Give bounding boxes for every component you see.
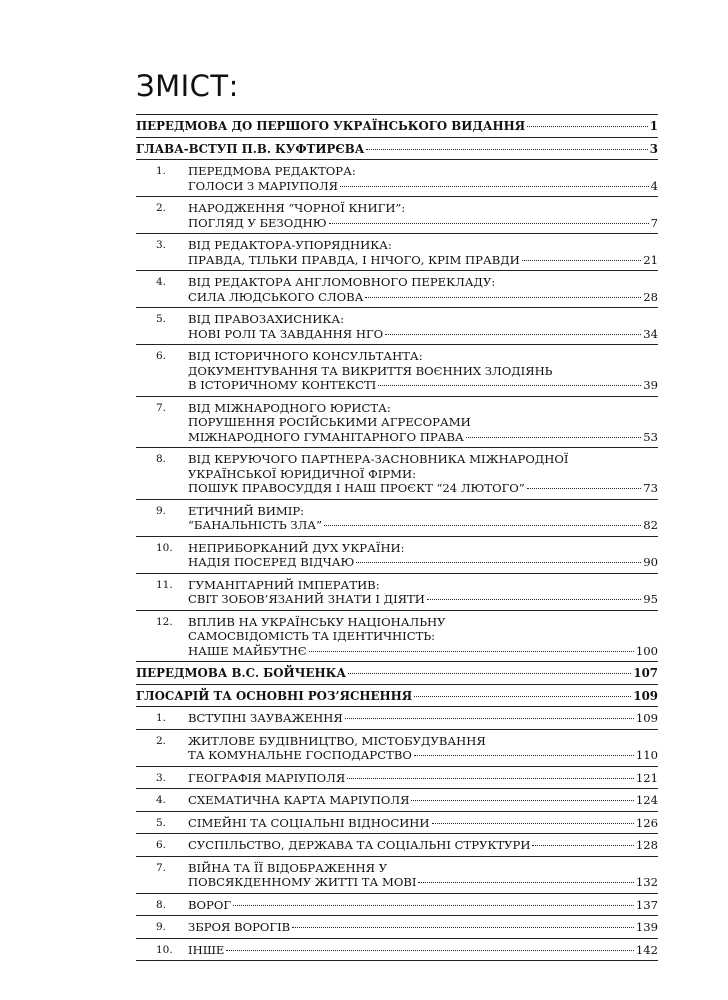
page-number: 142 bbox=[635, 942, 658, 957]
dot-leader bbox=[366, 149, 647, 150]
toc-subsection-row[interactable] bbox=[136, 857, 658, 894]
dot-leader bbox=[378, 385, 641, 386]
page-number: 21 bbox=[643, 252, 658, 267]
toc-section-row[interactable] bbox=[136, 685, 658, 708]
dot-leader bbox=[532, 845, 633, 846]
entry-title-text: ПРАВДА, ТІЛЬКИ ПРАВДА, І НІЧОГО, КРІМ ПРАВДИ bbox=[188, 252, 520, 267]
toc-subsection-row[interactable] bbox=[136, 894, 658, 917]
item-number: 2. bbox=[156, 202, 167, 214]
entry-title-final-line bbox=[136, 119, 658, 134]
toc-subsection-row[interactable] bbox=[136, 767, 658, 790]
toc-section-row[interactable] bbox=[136, 115, 658, 138]
entry-title-final-line bbox=[188, 920, 658, 935]
page-number: 107 bbox=[633, 666, 658, 680]
dot-leader bbox=[411, 800, 633, 801]
toc-subsection-row[interactable] bbox=[136, 707, 658, 730]
entry-title-final-line bbox=[188, 943, 658, 958]
entry-title-text: ПОВСЯКДЕННОМУ ЖИТТІ ТА МОВІ bbox=[188, 875, 417, 889]
entry-title-final-line bbox=[188, 179, 658, 194]
entry-title-line: ПЕРЕДМОВА РЕДАКТОРА: bbox=[188, 164, 356, 178]
entry-title-final-line bbox=[188, 555, 658, 570]
toc-subsection-row[interactable] bbox=[136, 308, 658, 345]
item-number: 5. bbox=[156, 313, 167, 325]
dot-leader bbox=[365, 297, 641, 298]
toc-subsection-row[interactable] bbox=[136, 234, 658, 271]
entry-title-text: ЗБРОЯ ВОРОГІВ bbox=[188, 920, 291, 934]
entry-title-final-line bbox=[136, 142, 658, 157]
entry-title-line: НАРОДЖЕННЯ “ЧОРНОЇ КНИГИ”: bbox=[188, 201, 406, 215]
dot-leader bbox=[340, 186, 649, 187]
entry-title-line: НЕПРИБОРКАНИЙ ДУХ УКРАЇНИ: bbox=[188, 540, 405, 555]
item-number: 4. bbox=[156, 794, 167, 806]
item-number: 7. bbox=[156, 861, 167, 874]
page-number: 7 bbox=[650, 215, 658, 230]
entry-title-line: ПОРУШЕННЯ РОСІЙСЬКИМИ АГРЕСОРАМИ bbox=[188, 415, 471, 429]
entry-title-line: ЕТИЧНИЙ ВИМІР: bbox=[188, 503, 305, 518]
dot-leader bbox=[527, 126, 648, 127]
toc-subsection-row[interactable] bbox=[136, 730, 658, 767]
page-number: 109 bbox=[633, 688, 658, 703]
item-number: 1. bbox=[156, 712, 167, 724]
item-number: 4. bbox=[156, 276, 167, 288]
page-number: 95 bbox=[643, 592, 658, 606]
item-number: 9. bbox=[156, 504, 167, 517]
page-number: 34 bbox=[643, 326, 658, 341]
dot-leader bbox=[414, 755, 634, 756]
toc-subsection-row[interactable] bbox=[136, 500, 658, 537]
page-number: 109 bbox=[635, 711, 658, 725]
toc-section-row[interactable] bbox=[136, 138, 658, 161]
entry-title-line: ВІД МІЖНАРОДНОГО ЮРИСТА: bbox=[188, 400, 391, 415]
toc-section-row[interactable] bbox=[136, 662, 658, 685]
entry-title-text: СХЕМАТИЧНА КАРТА МАРІУПОЛЯ bbox=[188, 793, 410, 807]
toc-subsection-row[interactable] bbox=[136, 611, 658, 663]
entry-title-final-line bbox=[136, 689, 658, 704]
entry-title-text: ІНШЕ bbox=[188, 942, 225, 957]
page-title: ЗМІСТ: bbox=[136, 69, 239, 104]
entry-title-line: УКРАЇНСЬКОЇ ЮРИДИЧНОЇ ФІРМИ: bbox=[188, 466, 417, 481]
dot-leader bbox=[348, 673, 631, 674]
page-number: 3 bbox=[649, 141, 658, 156]
entry-title-final-line bbox=[188, 793, 658, 808]
item-number: 7. bbox=[156, 401, 167, 414]
entry-title-final-line bbox=[188, 327, 658, 342]
entry-title-text: МІЖНАРОДНОГО ГУМАНІТАРНОГО ПРАВА bbox=[188, 429, 464, 444]
entry-title-final-line bbox=[188, 378, 658, 393]
entry-title-line: ВІЙНА ТА ЇЇ ВІДОБРАЖЕННЯ У bbox=[188, 860, 388, 875]
entry-title-final-line bbox=[188, 216, 658, 231]
entry-title-text: ГЛОСАРІЙ ТА ОСНОВНІ РОЗ’ЯСНЕННЯ bbox=[136, 688, 413, 703]
dot-leader bbox=[324, 525, 641, 526]
item-number: 8. bbox=[156, 453, 167, 465]
entry-title-text: ВСТУПНІ ЗАУВАЖЕННЯ bbox=[188, 711, 343, 725]
entry-title-final-line bbox=[188, 481, 658, 496]
entry-title-final-line bbox=[188, 644, 658, 659]
entry-title-final-line bbox=[188, 816, 658, 831]
toc-subsection-row[interactable] bbox=[136, 197, 658, 234]
item-number: 8. bbox=[156, 898, 167, 911]
dot-leader bbox=[226, 950, 633, 951]
entry-title-line: ДОКУМЕНТУВАННЯ ТА ВИКРИТТЯ ВОЄННИХ ЗЛОДІЯНЬ bbox=[188, 363, 553, 378]
entry-title-text: НАДІЯ ПОСЕРЕД ВІДЧАЮ bbox=[188, 555, 355, 569]
page-number: 73 bbox=[643, 481, 658, 495]
page-number: 139 bbox=[635, 920, 658, 934]
entry-title-text: ТА КОМУНАЛЬНЕ ГОСПОДАРСТВО bbox=[188, 748, 412, 762]
toc-subsection-row[interactable] bbox=[136, 939, 658, 962]
dot-leader bbox=[309, 651, 634, 652]
dot-leader bbox=[466, 437, 641, 438]
entry-title-line: ГУМАНІТАРНИЙ ІМПЕРАТИВ: bbox=[188, 577, 380, 592]
dot-leader bbox=[345, 718, 634, 719]
toc-subsection-row[interactable] bbox=[136, 789, 658, 812]
entry-title-text: ПЕРЕДМОВА ДО ПЕРШОГО УКРАЇНСЬКОГО ВИДАННЯ bbox=[136, 119, 526, 133]
entry-title-text: “БАНАЛЬНІСТЬ ЗЛА” bbox=[188, 518, 323, 532]
entry-title-final-line bbox=[136, 666, 658, 681]
entry-title-line: ВІД РЕДАКТОРА-УПОРЯДНИКА: bbox=[188, 238, 392, 252]
entry-title-text: СВІТ ЗОБОВ’ЯЗАНИЙ ЗНАТИ І ДІЯТИ bbox=[188, 592, 425, 606]
entry-title-text: В ІСТОРИЧНОМУ КОНТЕКСТІ bbox=[188, 378, 377, 392]
page-number: 28 bbox=[643, 289, 658, 304]
entry-title-text: СУСПІЛЬСТВО, ДЕРЖАВА ТА СОЦІАЛЬНІ СТРУКТУРИ bbox=[188, 838, 531, 852]
dot-leader bbox=[414, 696, 631, 697]
item-number: 11. bbox=[156, 578, 173, 591]
dot-leader bbox=[347, 778, 634, 779]
entry-title-final-line bbox=[188, 875, 658, 890]
entry-title-text: СІМЕЙНІ ТА СОЦІАЛЬНІ ВІДНОСИНИ bbox=[188, 815, 430, 830]
item-number: 5. bbox=[156, 816, 167, 829]
toc-subsection-row[interactable] bbox=[136, 397, 658, 449]
page-number: 90 bbox=[643, 555, 658, 569]
toc-subsection-row[interactable] bbox=[136, 537, 658, 574]
entry-title-text: ПОГЛЯД У БЕЗОДНЮ bbox=[188, 215, 327, 230]
page-number: 126 bbox=[635, 815, 658, 830]
dot-leader bbox=[418, 882, 633, 883]
entry-title-text: ПОШУК ПРАВОСУДДЯ І НАШ ПРОЄКТ “24 ЛЮТОГО” bbox=[188, 481, 525, 495]
entry-title-text: ГЕОГРАФІЯ МАРІУПОЛЯ bbox=[188, 770, 346, 785]
entry-title-line: ВПЛИВ НА УКРАЇНСЬКУ НАЦІОНАЛЬНУ bbox=[188, 614, 446, 629]
dot-leader bbox=[292, 927, 634, 928]
entry-title-final-line bbox=[188, 771, 658, 786]
toc-subsection-row[interactable] bbox=[136, 160, 658, 197]
page-number: 82 bbox=[643, 518, 658, 532]
entry-title-text: ГЛАВА-ВСТУП П.В. КУФТИРЄВА bbox=[136, 141, 365, 156]
page-number: 128 bbox=[635, 838, 658, 852]
item-number: 2. bbox=[156, 734, 167, 747]
entry-title-line: ЖИТЛОВЕ БУДІВНИЦТВО, МІСТОБУДУВАННЯ bbox=[188, 733, 486, 748]
dot-leader bbox=[432, 823, 634, 824]
item-number: 6. bbox=[156, 839, 167, 851]
entry-title-line: ВІД ПРАВОЗАХИСНИКА: bbox=[188, 312, 345, 326]
entry-title-final-line bbox=[188, 711, 658, 726]
dot-leader bbox=[329, 223, 649, 224]
page-number: 137 bbox=[635, 897, 658, 912]
item-number: 10. bbox=[156, 541, 173, 554]
dot-leader bbox=[527, 488, 642, 489]
entry-title-text: ВОРОГ bbox=[188, 897, 232, 912]
item-number: 9. bbox=[156, 921, 167, 933]
entry-title-final-line bbox=[188, 518, 658, 533]
dot-leader bbox=[233, 905, 634, 906]
page-number: 110 bbox=[635, 748, 658, 762]
entry-title-line: ВІД РЕДАКТОРА АНГЛОМОВНОГО ПЕРЕКЛАДУ: bbox=[188, 275, 496, 289]
entry-title-text: НАШЕ МАЙБУТНЄ bbox=[188, 643, 307, 658]
page-number: 1 bbox=[649, 119, 658, 133]
entry-title-text: НОВІ РОЛІ ТА ЗАВДАННЯ НГО bbox=[188, 326, 384, 341]
item-number: 3. bbox=[156, 771, 167, 784]
entry-title-final-line bbox=[188, 838, 658, 853]
item-number: 6. bbox=[156, 350, 167, 362]
entry-title-final-line bbox=[188, 592, 658, 607]
item-number: 3. bbox=[156, 239, 167, 251]
dot-leader bbox=[356, 562, 641, 563]
item-number: 12. bbox=[156, 615, 173, 628]
toc-subsection-row[interactable] bbox=[136, 916, 658, 939]
dot-leader bbox=[427, 599, 641, 600]
toc-subsection-row[interactable] bbox=[136, 345, 658, 397]
entry-title-text: ГОЛОСИ З МАРІУПОЛЯ bbox=[188, 178, 338, 193]
entry-title-text: СИЛА ЛЮДСЬКОГО СЛОВА bbox=[188, 289, 364, 304]
entry-title-final-line bbox=[188, 253, 658, 268]
entry-title-final-line bbox=[188, 290, 658, 305]
page-number: 121 bbox=[635, 770, 658, 785]
toc-subsection-row[interactable] bbox=[136, 574, 658, 611]
entry-title-final-line bbox=[188, 898, 658, 913]
page-number: 53 bbox=[643, 429, 658, 444]
page-number: 100 bbox=[635, 643, 658, 658]
toc-subsection-row[interactable] bbox=[136, 448, 658, 500]
entry-title-line: САМОСВІДОМІСТЬ ТА ІДЕНТИЧНІСТЬ: bbox=[188, 629, 436, 643]
item-number: 10. bbox=[156, 943, 173, 956]
toc-subsection-row[interactable] bbox=[136, 812, 658, 835]
dot-leader bbox=[522, 260, 641, 261]
page-number: 39 bbox=[643, 378, 658, 392]
page-number: 4 bbox=[650, 178, 658, 193]
entry-title-final-line bbox=[188, 430, 658, 445]
page-number: 132 bbox=[635, 875, 658, 889]
entry-title-line: ВІД КЕРУЮЧОГО ПАРТНЕРА-ЗАСНОВНИКА МІЖНАРОДНОЇ bbox=[188, 452, 569, 466]
entry-title-final-line bbox=[188, 748, 658, 763]
item-number: 1. bbox=[156, 165, 167, 177]
toc-subsection-row[interactable] bbox=[136, 834, 658, 857]
entry-title-text: ПЕРЕДМОВА В.С. БОЙЧЕНКА bbox=[136, 666, 346, 680]
dot-leader bbox=[385, 334, 641, 335]
table-of-contents bbox=[136, 114, 658, 961]
page-number: 124 bbox=[635, 793, 658, 807]
entry-title-line: ВІД ІСТОРИЧНОГО КОНСУЛЬТАНТА: bbox=[188, 349, 423, 363]
toc-subsection-row[interactable] bbox=[136, 271, 658, 308]
